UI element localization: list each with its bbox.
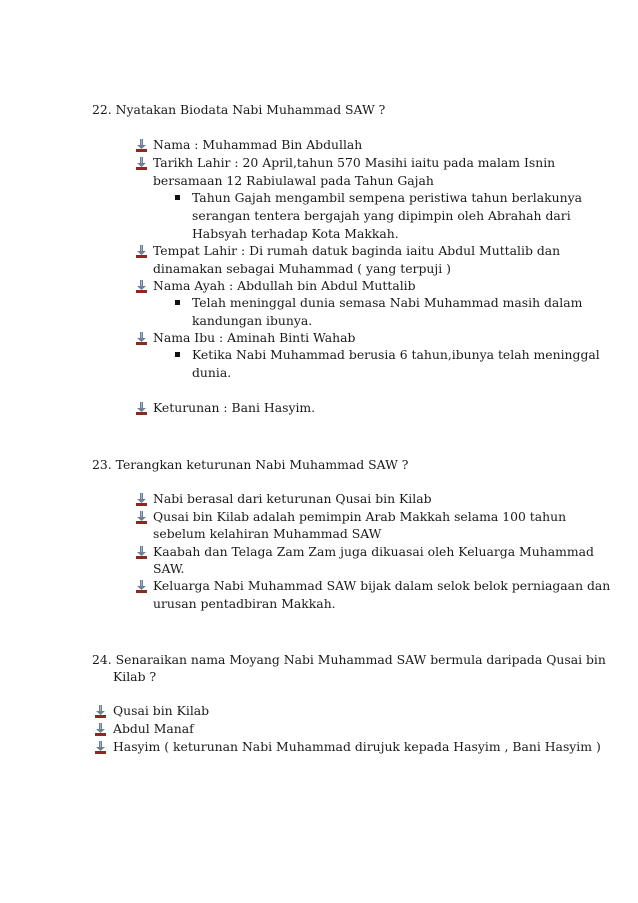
sub-item-ayah-cont: kandungan ibunya. [192,313,313,328]
arrow-bullet-icon [136,546,147,559]
list-item-q23-3-cont: SAW. [153,561,185,576]
square-bullet-icon [175,195,180,200]
arrow-bullet-icon [136,157,147,170]
question-24: 24. Senaraikan nama Moyang Nabi Muhammad SAW bermula daripada Qusai bin [92,652,606,667]
list-item-tempat-lahir: Tempat Lahir : Di rumah datuk baginda iaitu Abdul Muttalib dan [153,243,561,258]
arrow-bullet-icon [136,280,147,293]
list-item-q23-3: Kaabah dan Telaga Zam Zam juga dikuasai oleh Keluarga Muhammad [153,544,594,559]
sub-item-tahun-gajah-cont: serangan tentera bergajah yang dipimpin oleh Abrahah dari [192,208,571,223]
list-item-q24-1: Qusai bin Kilab [113,703,210,718]
arrow-bullet-icon [136,245,147,258]
list-item-q23-4: Keluarga Nabi Muhammad SAW bijak dalam selok belok perniagaan dan [153,578,611,593]
arrow-bullet-icon [136,493,147,506]
sub-item-ibu: Ketika Nabi Muhammad berusia 6 tahun,ibunya telah meninggal [192,347,600,362]
arrow-bullet-icon [95,705,106,718]
arrow-bullet-icon [95,723,106,736]
list-item-q23-2-cont: sebelum kelahiran Muhammad SAW [153,526,382,541]
question-23: 23. Terangkan keturunan Nabi Muhammad SAW ? [92,457,409,472]
list-item-tempat-lahir-cont: dinamakan sebagai Muhammad ( yang terpuji ) [153,261,451,276]
arrow-bullet-icon [95,741,106,754]
list-item-q23-2: Qusai bin Kilab adalah pemimpin Arab Makkah selama 100 tahun [153,509,567,524]
list-item-keturunan: Keturunan : Bani Hasyim. [153,400,316,415]
question-24-cont: Kilab ? [113,669,157,684]
question-22: 22. Nyatakan Biodata Nabi Muhammad SAW ? [92,102,386,117]
square-bullet-icon [175,352,180,357]
list-item-tarikh-lahir: Tarikh Lahir : 20 April,tahun 570 Masihi iaitu pada malam Isnin [153,155,556,170]
sub-item-tahun-gajah: Tahun Gajah mengambil sempena peristiwa tahun berlakunya [192,190,582,205]
arrow-bullet-icon [136,402,147,415]
sub-item-tahun-gajah-cont2: Habsyah terhadap Kota Makkah. [192,226,399,241]
list-item-q24-3: Hasyim ( keturunan Nabi Muhammad dirujuk kepada Hasyim , Bani Hasyim ) [113,739,601,754]
arrow-bullet-icon [136,139,147,152]
sub-item-ibu-cont: dunia. [192,365,232,380]
list-item-nama-ayah: Nama Ayah : Abdullah bin Abdul Muttalib [153,278,416,293]
list-item-nama-ibu: Nama Ibu : Aminah Binti Wahab [153,330,356,345]
list-item-tarikh-lahir-cont: bersamaan 12 Rabiulawal pada Tahun Gajah [153,173,434,188]
arrow-bullet-icon [136,332,147,345]
list-item-q23-1: Nabi berasal dari keturunan Qusai bin Kilab [153,491,432,506]
arrow-bullet-icon [136,511,147,524]
list-item-q23-4-cont: urusan pentadbiran Makkah. [153,596,336,611]
square-bullet-icon [175,300,180,305]
list-item-q24-2: Abdul Manaf [113,721,194,736]
list-item-nama: Nama : Muhammad Bin Abdullah [153,137,363,152]
sub-item-ayah: Telah meninggal dunia semasa Nabi Muhammad masih dalam [192,295,583,310]
arrow-bullet-icon [136,580,147,593]
